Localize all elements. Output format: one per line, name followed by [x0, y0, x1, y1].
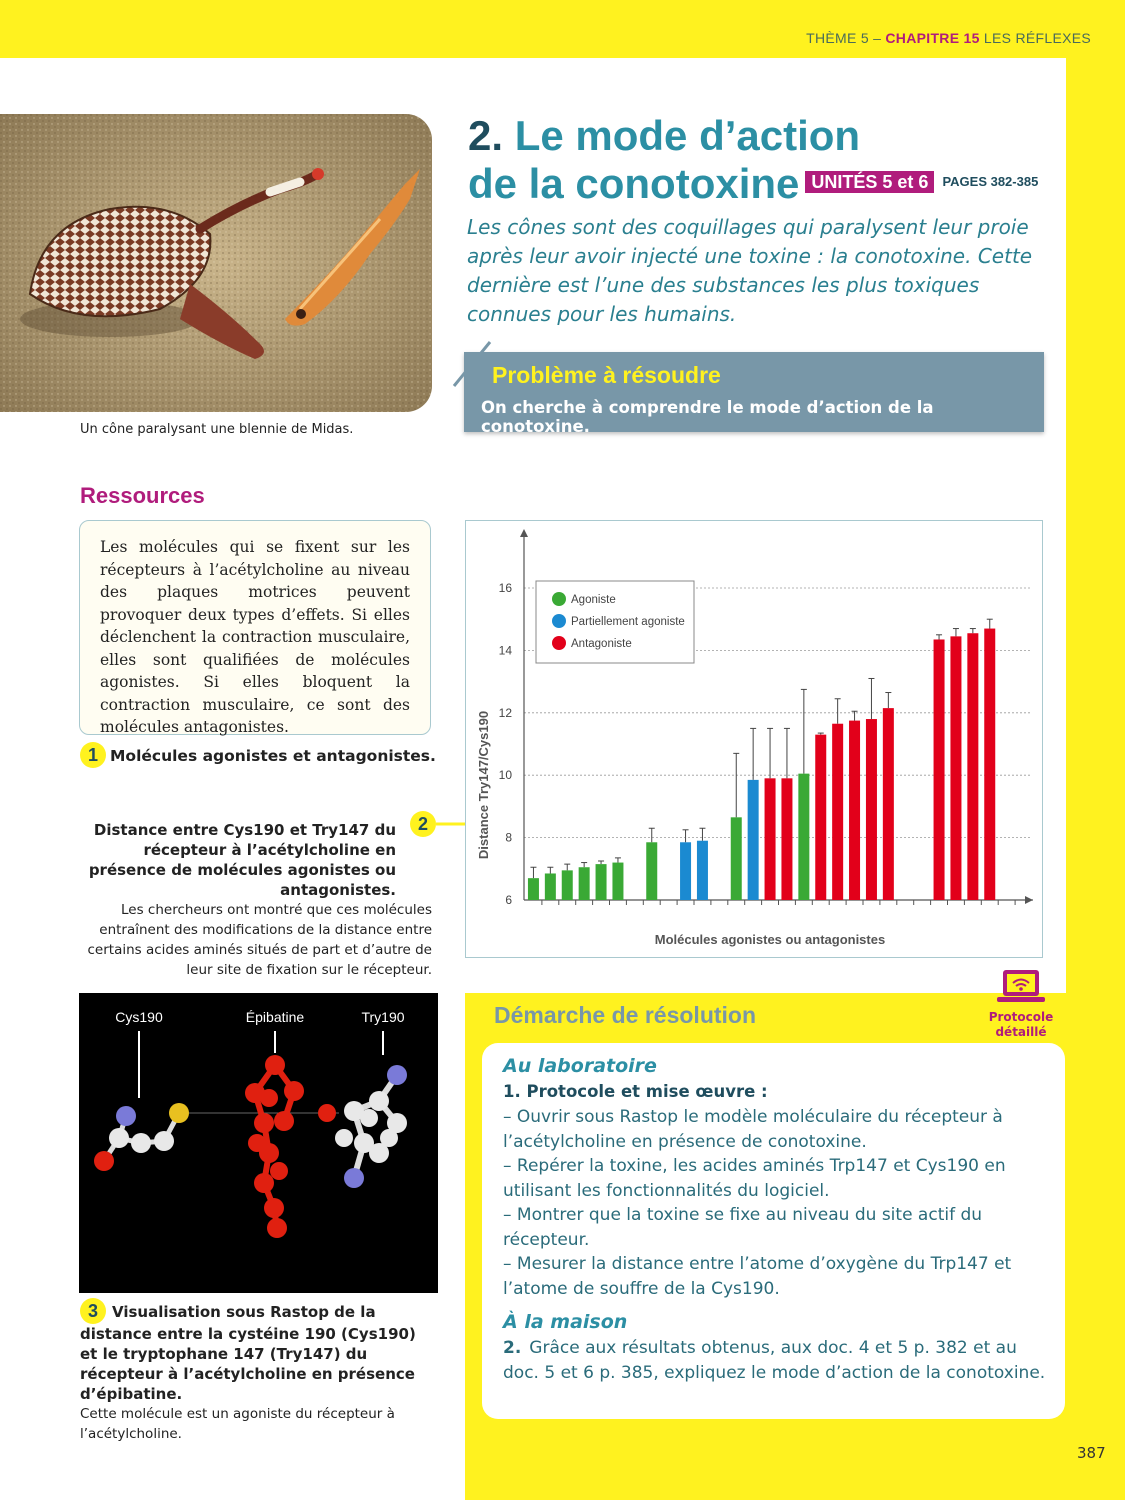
bar	[562, 870, 573, 900]
doc2-number: 2	[410, 811, 436, 837]
doc1-caption-text: Molécules agonistes et antagonistes.	[110, 747, 436, 765]
bar	[984, 629, 995, 900]
doc2-text: Les chercheurs ont montré que ces molécules entraînent des modifications de la distance entre certains acides aminés situés de part et d’autre de leur site de fixation sur le récepteur.	[87, 902, 432, 978]
lab-steps	[503, 1105, 1058, 1301]
doc1-text: Les molécules qui se fixent sur les récepteurs à l’acétylcholine au niveau des plaques motrices peuvent provoquer deux types d’effets. Si elles déclenchent la contraction musculaire, elles sont qualifiées de molécules agonistes. Si elles bloquent la contraction musculaire, ce sont des molécules antagonistes.	[100, 538, 410, 736]
legend-dot	[552, 636, 566, 650]
bar	[646, 842, 657, 900]
resources-heading: Ressources	[80, 483, 205, 508]
lab-line: récepteur.	[503, 1229, 590, 1250]
y-tick-label: 16	[498, 581, 512, 595]
intro-paragraph: Les cônes sont des coquillages qui paralysent leur proie après leur avoir injecté une toxine : la conotoxine. Cette dernière est l’une des substances les plus toxiques connues pour les humains.	[467, 215, 1033, 326]
doc2-marker	[410, 810, 438, 838]
chart-panel	[465, 520, 1043, 958]
lab-heading: Au laboratoire	[503, 1055, 657, 1077]
y-tick-label: 8	[505, 830, 512, 845]
bar	[731, 817, 742, 900]
lab-subheading: 1. Protocole et mise œuvre :	[503, 1082, 768, 1101]
doc1-caption	[80, 742, 436, 768]
label-epibatine: Épibatine	[245, 1009, 305, 1025]
bar	[866, 719, 877, 900]
protocole-detaille-link[interactable]	[980, 968, 1062, 1040]
lab-line: utilisant les fonctionnalités du logiciel.	[503, 1180, 830, 1201]
lab-line: l’atome de souffre de la Cys190.	[503, 1278, 780, 1299]
top-yellow-band	[0, 0, 1125, 58]
bar	[781, 778, 792, 900]
doc3-title: Visualisation sous Rastop de la distance entre la cystéine 190 (Cys190) et le tryptophane 147 (Try147) du récepteur à l’acétylcholine en présence d’épibatine.	[80, 1303, 416, 1403]
doc2-title: Distance entre Cys190 et Try147 du récepteur à l’acétylcholine en présence de molécules agonistes ou antagonistes.	[88, 821, 396, 899]
page-title	[468, 112, 1038, 211]
title-line-1: Le mode d’action	[514, 112, 861, 159]
protocole-label: Protocole détaillé	[988, 1010, 1054, 1039]
x-axis-arrow	[1025, 896, 1033, 904]
title-number: 2.	[468, 112, 504, 159]
doc3-text: Cette molécule est un agoniste du récepteur à l’acétylcholine.	[80, 1406, 395, 1442]
home-number: 2.	[503, 1338, 522, 1358]
page-number: 387	[1077, 1444, 1106, 1462]
home-question	[503, 1336, 1058, 1385]
title-line-2: de la conotoxine	[468, 160, 800, 207]
cone-snail-photo	[0, 114, 432, 412]
problem-text: On cherche à comprendre le mode d’action de la conotoxine.	[481, 398, 934, 436]
running-header: THÈME 5 – CHAPITRE 15 LES RÉFLEXES	[806, 30, 1091, 46]
lab-line: – Ouvrir sous Rastop le modèle moléculaire du récepteur à	[503, 1107, 1003, 1127]
bar	[815, 735, 826, 900]
bar	[596, 864, 607, 900]
bar	[883, 708, 894, 900]
label-cys190: Cys190	[115, 1009, 163, 1025]
legend-label: Partiellement agoniste	[571, 616, 685, 628]
home-line: Grâce aux résultats obtenus, aux doc. 4 et 5 p. 382 et au	[529, 1338, 1017, 1358]
home-heading: À la maison	[503, 1311, 628, 1333]
bar	[934, 639, 945, 900]
bar	[798, 774, 809, 900]
x-axis-label: Molécules agonistes ou antagonistes	[654, 932, 886, 947]
y-tick-label: 12	[498, 705, 512, 720]
doc3-number: 3	[80, 1298, 106, 1324]
doc2-caption	[78, 820, 432, 980]
doc1-number: 1	[80, 742, 106, 768]
doc3-caption	[80, 1298, 425, 1444]
bar-chart	[466, 521, 1042, 957]
problem-box	[464, 352, 1044, 436]
bar	[967, 633, 978, 900]
corner-chevron-icon	[452, 338, 492, 388]
lab-line: l’acétylcholine en présence de conotoxine.	[503, 1131, 867, 1152]
demarche-box	[482, 1043, 1065, 1419]
pages-reference: PAGES 382-385	[942, 173, 1039, 189]
units-badge: UNITÉS 5 et 6	[805, 171, 934, 193]
photo-caption: Un cône paralysant une blennie de Midas.	[80, 422, 354, 437]
bar	[612, 863, 623, 900]
y-axis-label: Distance Try147/Cys190	[476, 710, 491, 860]
molecule-visualisation	[79, 993, 438, 1293]
legend-dot	[552, 614, 566, 628]
label-try190: Try190	[361, 1009, 405, 1025]
laptop-wifi-icon	[997, 968, 1045, 1006]
y-tick-label: 10	[498, 768, 512, 783]
bar	[579, 867, 590, 900]
lab-line: – Mesurer la distance entre l’atome d’oxygène du Trp147 et	[503, 1254, 1012, 1274]
legend-label: Agoniste	[571, 594, 616, 606]
y-axis-arrow	[520, 529, 528, 537]
legend-label: Antagoniste	[571, 638, 632, 650]
y-tick-label: 14	[498, 643, 512, 658]
home-line: doc. 5 et 6 p. 385, expliquez le mode d’action de la conotoxine.	[503, 1362, 1046, 1383]
bar	[545, 873, 556, 900]
bar	[697, 841, 708, 900]
bar	[680, 842, 691, 900]
demarche-heading: Démarche de résolution	[494, 1002, 757, 1028]
legend-dot	[552, 592, 566, 606]
bar	[528, 878, 539, 900]
bar	[950, 636, 961, 900]
bar	[849, 721, 860, 900]
lab-line: – Repérer la toxine, les acides aminés Trp147 et Cys190 en	[503, 1156, 1006, 1176]
bar	[832, 724, 843, 900]
bar	[765, 778, 776, 900]
doc1-text-box	[79, 520, 431, 735]
y-tick-label: 6	[505, 893, 512, 907]
problem-title: Problème à résoudre	[492, 362, 721, 388]
lab-line: – Montrer que la toxine se fixe au niveau du site actif du	[503, 1205, 983, 1225]
bar	[748, 780, 759, 900]
